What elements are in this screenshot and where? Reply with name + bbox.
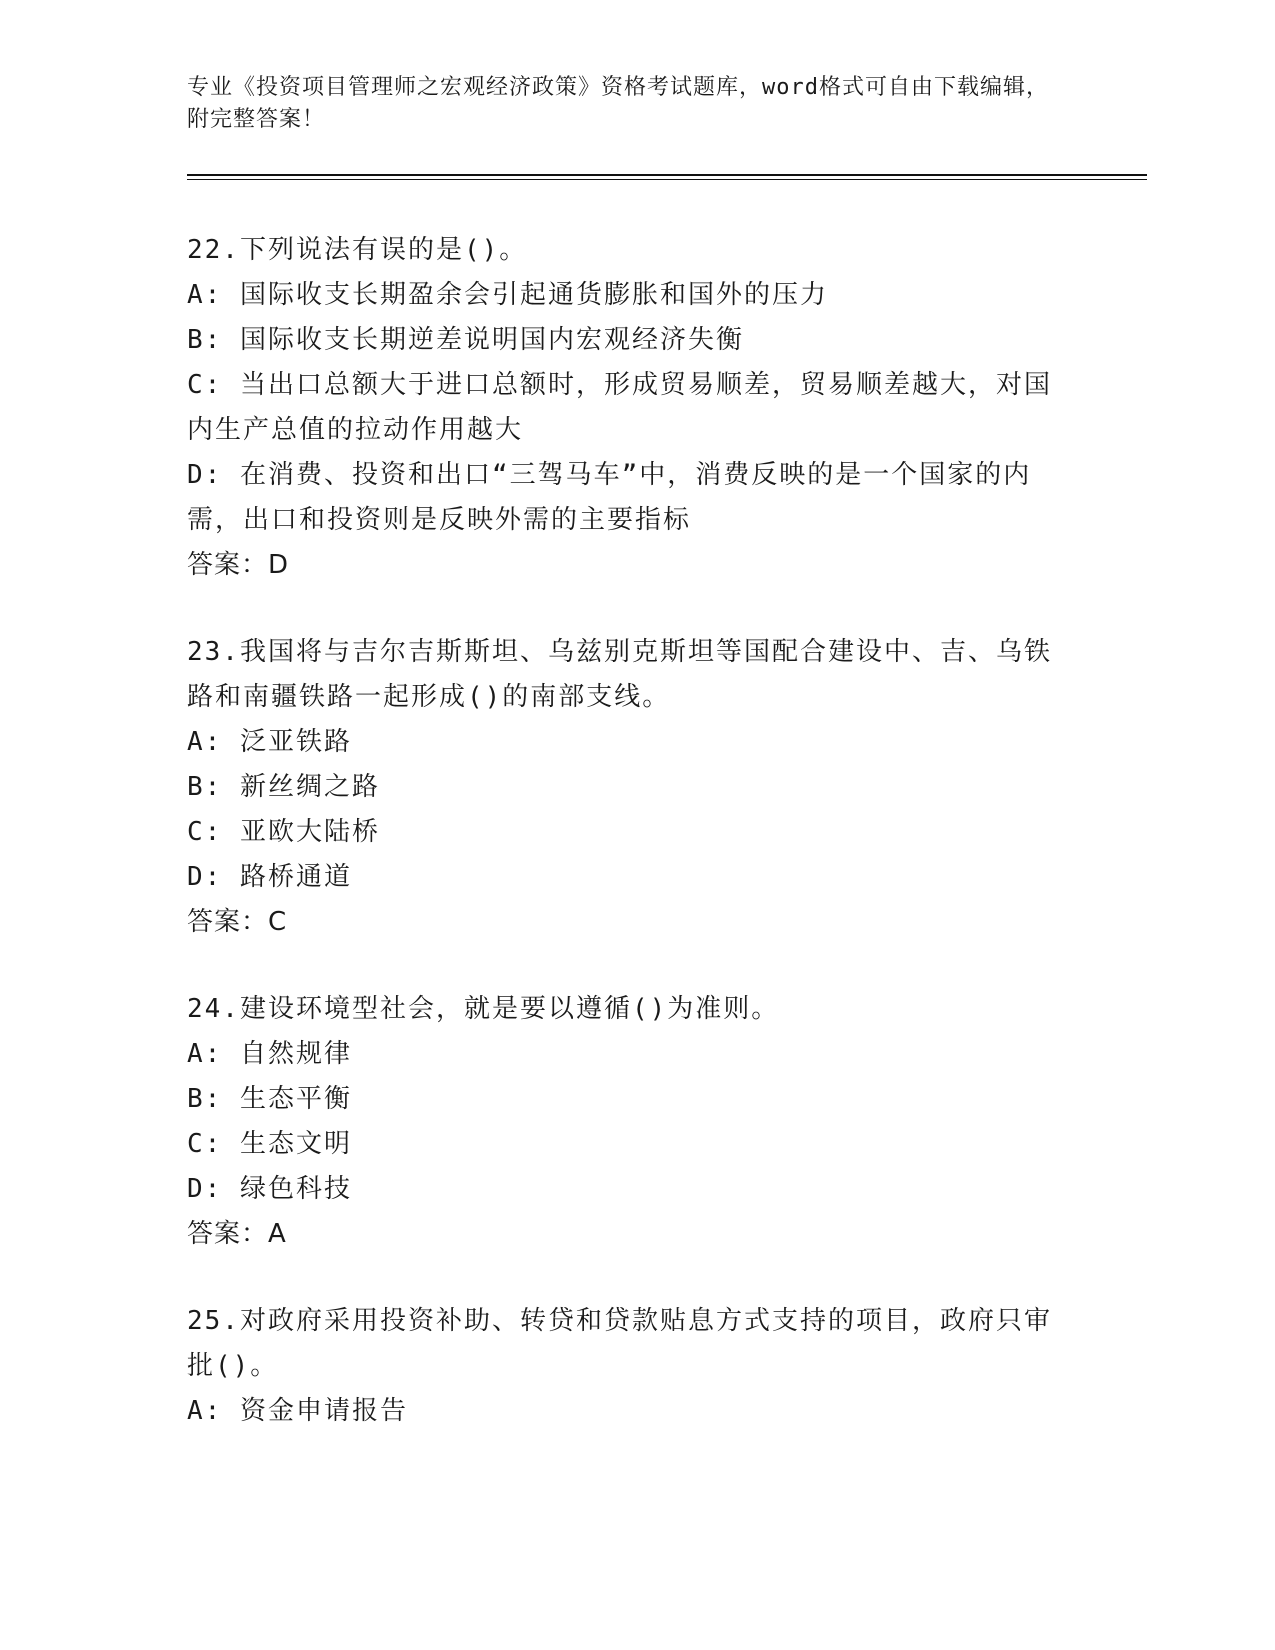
option-b: B: 新丝绸之路 <box>187 772 380 802</box>
document-page <box>187 72 1147 1476</box>
option-d: D: 在消费、投资和出口“三驾马车”中，消费反映的是一个国家的内需，出口和投资则是反映外需的主要指标 <box>187 460 1032 535</box>
option-c: C: 亚欧大陆桥 <box>187 817 380 847</box>
option-a: A: 泛亚铁路 <box>187 727 352 757</box>
question-stem: 25.对政府采用投资补助、转贷和贷款贴息方式支持的项目，政府只审批()。 <box>187 1306 1052 1381</box>
question-list <box>187 228 1147 1434</box>
option-a: A: 自然规律 <box>187 1039 352 1069</box>
answer: 答案：A <box>187 1219 287 1249</box>
question-24 <box>187 987 1147 1257</box>
option-d: D: 路桥通道 <box>187 862 352 892</box>
question-23 <box>187 630 1147 945</box>
option-a: A: 资金申请报告 <box>187 1396 408 1426</box>
question-stem: 23.我国将与吉尔吉斯斯坦、乌兹别克斯坦等国配合建设中、吉、乌铁路和南疆铁路一起形成()的南部支线。 <box>187 637 1052 712</box>
option-b: B: 国际收支长期逆差说明国内宏观经济失衡 <box>187 325 744 355</box>
question-stem: 24.建设环境型社会，就是要以遵循()为准则。 <box>187 994 780 1024</box>
header-divider <box>187 174 1147 176</box>
answer: 答案：C <box>187 907 288 937</box>
option-c: C: 生态文明 <box>187 1129 352 1159</box>
option-a: A: 国际收支长期盈余会引起通货膨胀和国外的压力 <box>187 280 828 310</box>
option-d: D: 绿色科技 <box>187 1174 352 1204</box>
option-b: B: 生态平衡 <box>187 1084 352 1114</box>
option-c: C: 当出口总额大于进口总额时，形成贸易顺差，贸易顺差越大，对国内生产总值的拉动作用越大 <box>187 370 1052 445</box>
question-22 <box>187 228 1147 588</box>
question-25 <box>187 1299 1147 1434</box>
question-stem: 22.下列说法有误的是()。 <box>187 235 528 265</box>
answer: 答案：D <box>187 550 290 580</box>
document-header: 专业《投资项目管理师之宏观经济政策》资格考试题库，word格式可自由下载编辑，附完整答案！ <box>187 75 1049 132</box>
